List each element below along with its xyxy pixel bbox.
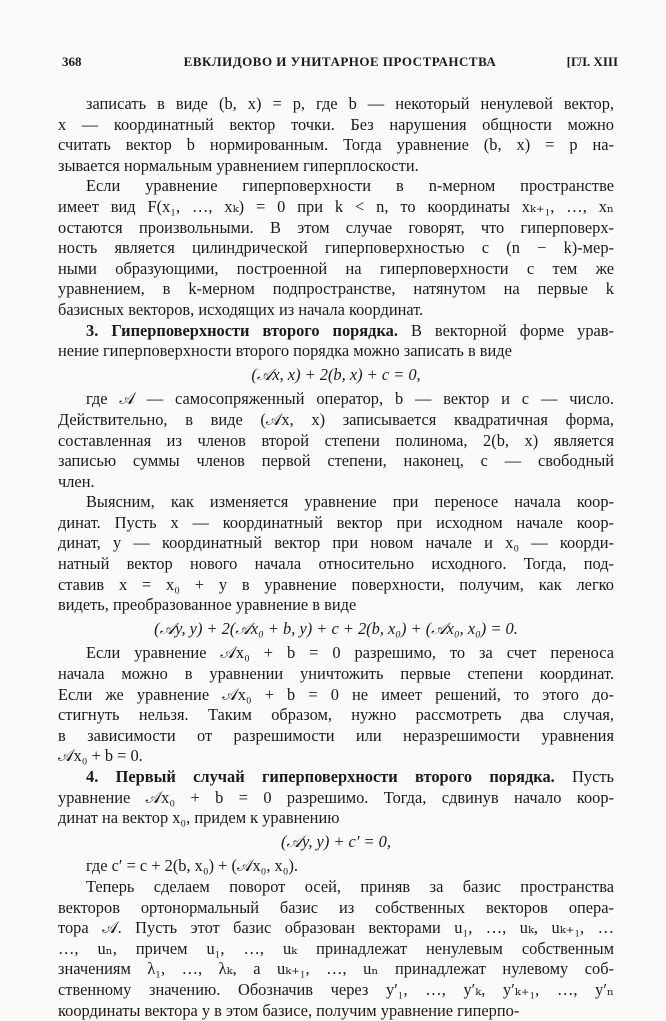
formula: (𝒜y, y) + c′ = 0, — [281, 831, 391, 851]
running-header — [62, 54, 618, 74]
text-line: Выясним, как изменяется уравнение при переносе начала коор- — [86, 492, 614, 512]
text-line: записать в виде (b, x) = p, где b — некоторый ненулевой вектор, — [86, 94, 614, 113]
text-line: стигнуть нельзя. Таким образом, нужно рассмотреть два случая, — [58, 705, 614, 725]
text-line: …, uₙ, причем u₁, …, uₖ принадлежат ненулевым собственным — [58, 938, 614, 958]
text-line: тора 𝒜. Пусть этот базис образован векторами u₁, …, uₖ, uₖ₊₁, … — [58, 918, 614, 938]
text-line: зывается нормальным уравнением гиперплоскости. — [58, 155, 419, 175]
text-line: базисных векторов, исходящих из начала координат. — [58, 299, 424, 319]
text-line: записью суммы членов первой степени, наконец, c — свободный — [58, 451, 614, 471]
text-line: Если же уравнение 𝒜x₀ + b = 0 не имеет решений, то этого до- — [58, 684, 614, 704]
text-line: динат. Пусть x — координатный вектор при исходном начале коор- — [58, 512, 614, 532]
text-line: уравнение 𝒜x₀ + b = 0 разрешимо. Тогда, сдвинув начало коор- — [58, 787, 614, 807]
text-line: член. — [58, 471, 95, 491]
text-line: ность является цилиндрической гиперповерхностью с (n − k)-мер- — [58, 238, 614, 258]
text-line: натный вектор нового начала относительно исходного. Тогда, под- — [58, 554, 614, 574]
text-line: где c′ = c + 2(b, x₀) + (𝒜x₀, x₀). — [86, 856, 299, 876]
text-line: Действительно, в виде (𝒜x, x) записывается квадратичная форма, — [58, 409, 614, 429]
text-fragment: В векторной форме урав- — [397, 320, 614, 340]
text-line: Если уравнение 𝒜x₀ + b = 0 разрешимо, то за счет переноса — [86, 643, 614, 663]
text-line: в зависимости от разрешимости или неразрешимости уравнения — [58, 725, 614, 745]
text-line: видеть, преобразованное уравнение в виде — [58, 595, 357, 615]
text-line: уравнением, в k-мерном подпространстве, натянутом на первые k — [58, 279, 614, 299]
text-line: значениям λ₁, …, λₖ, а uₖ₊₁, …, uₙ принадлежат нулевому соб- — [58, 959, 614, 979]
page-body — [58, 94, 614, 1021]
text-line: динат на вектор x₀, придем к уравнению — [58, 808, 340, 828]
formula: (𝒜x, x) + 2(b, x) + c = 0, — [251, 364, 421, 384]
running-title: ЕВКЛИДОВО И УНИТАРНОЕ ПРОСТРАНСТВА — [183, 54, 497, 69]
text-line: Если уравнение гиперповерхности в n-мерном пространстве — [86, 176, 614, 196]
page-number: 368 — [62, 54, 82, 69]
text-fragment: Пусть — [554, 767, 615, 786]
text-line: ставив x = x₀ + y в уравнение поверхности, получим, как легко — [58, 574, 614, 594]
text-line: Теперь сделаем поворот осей, приняв за базис пространства — [86, 876, 614, 896]
chapter-label: [ГЛ. XIII — [566, 54, 618, 69]
text-line — [58, 767, 614, 788]
text-line: ными образующими, построенной на гиперповерхности с тем же — [58, 258, 614, 278]
formula: (𝒜y, y) + 2(𝒜x₀ + b, y) + c + 2(b, x₀) + (𝒜x₀, x₀) = 0. — [154, 618, 518, 638]
text-line: ственному значению. Обозначив через y′₁, …, y′ₖ, y′ₖ₊₁, …, y′ₙ — [58, 979, 614, 999]
text-line: координаты вектора y в этом базисе, получим уравнение гиперпо- — [58, 1000, 520, 1020]
text-line: 𝒜x₀ + b = 0. — [58, 746, 143, 766]
text-line: считать вектор b нормированным. Тогда уравнение (b, x) = p на- — [58, 135, 614, 155]
section-heading: 3. Гиперповерхности второго порядка. — [86, 320, 398, 340]
text-line — [58, 321, 614, 342]
text-line: нение гиперповерхности второго порядка можно записать в виде — [58, 341, 512, 361]
text-line: имеет вид F(x₁, …, xₖ) = 0 при k < n, то координаты xₖ₊₁, …, xₙ — [58, 196, 614, 216]
text-line: динат, y — координатный вектор при новом начале и x₀ — коорди- — [58, 533, 614, 553]
text-line: составленная из членов второй степени полинома, 2(b, x) является — [58, 430, 614, 450]
text-line: векторов ортонормальный базис из собственных векторов опера- — [58, 897, 614, 917]
text-line: начала можно в уравнении уничтожить первые степени координат. — [58, 664, 614, 684]
section-heading: 4. Первый случай гиперповерхности второго порядка. — [86, 767, 555, 786]
text-line: где 𝒜 — самосопряженный оператор, b — вектор и c — число. — [86, 389, 614, 409]
text-line: остаются произвольными. В этом случае говорят, что гиперповерх- — [58, 217, 614, 237]
text-line: x — координатный вектор точки. Без нарушения общности можно — [58, 114, 614, 134]
